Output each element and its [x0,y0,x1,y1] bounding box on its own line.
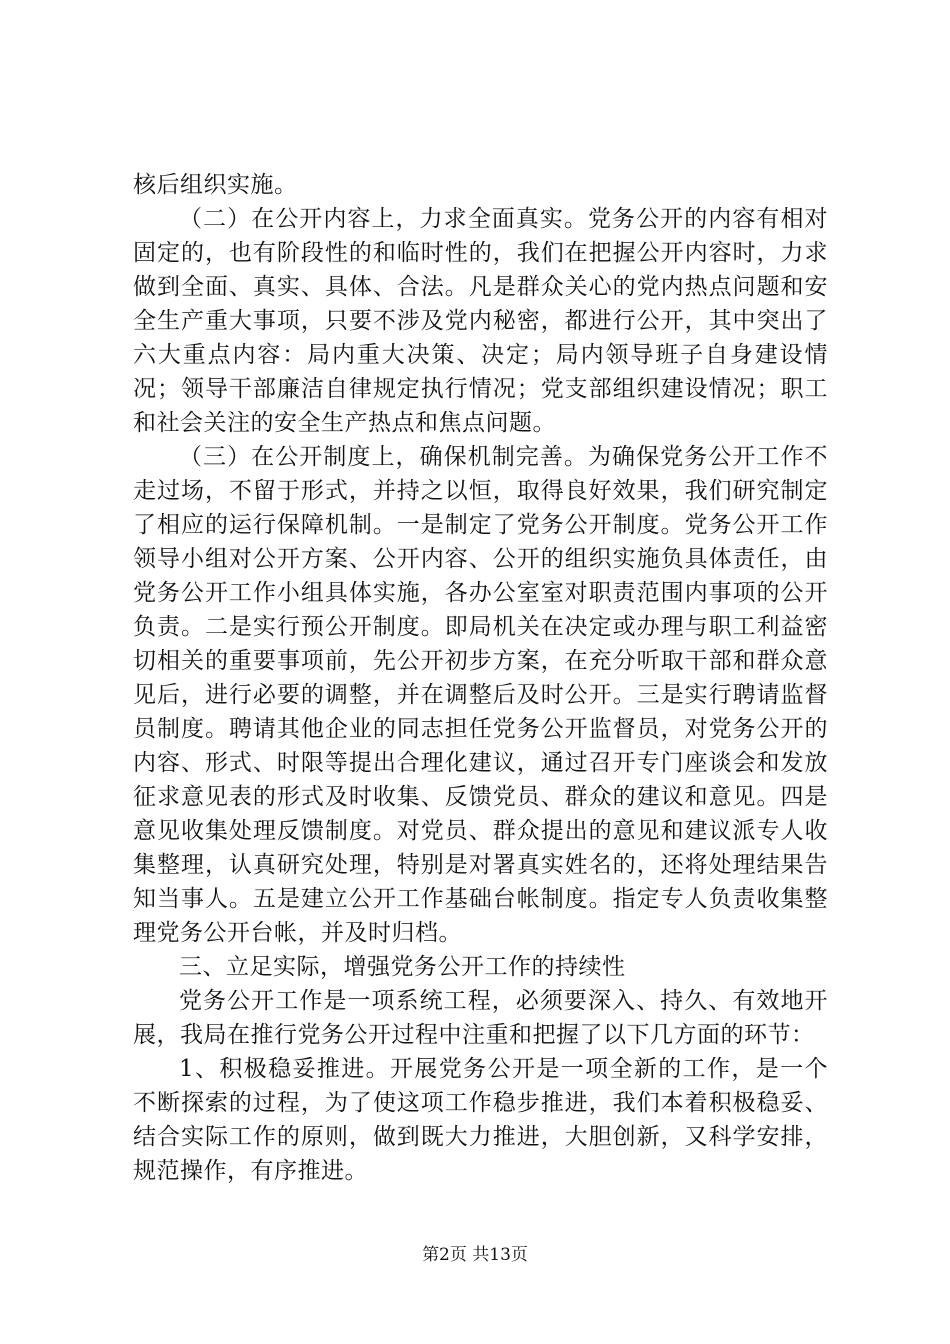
paragraph-continuation: 核后组织实施。 [133,172,298,198]
paragraph-intro: 党务公开工作是一项系统工程，必须要深入、持久、有效地开展，我局在推行党务公开过程中注重和把握了以下几方面的环节： [133,988,828,1048]
paragraph-section-three: （三）在公开制度上，确保机制完善。为确保党务公开工作不走过场，不留于形式，并持之以恒，取得良好效果，我们研究制定了相应的运行保障机制。一是制定了党务公开制度。党务公开工作领导小组对公开方案、公开内容、公开的组织实施负具体责任，由党务公开工作小组具体实施，各办公室室对职责范围内事项的公开负责。二是实行预公开制度。即局机关在决定或办理与职工利益密切相关的重要事项前，先公开初步方案，在充分听取干部和群众意见后，进行必要的调整，并在调整后及时公开。三是实行聘请监督员制度。聘请其他企业的同志担任党务公开监督员，对党务公开的内容、形式、时限等提出合理化建议，通过召开专门座谈会和发放征求意见表的形式及时收集、反馈党员、群众的建议和意见。四是意见收集处理反馈制度。对党员、群众提出的意见和建议派专人收集整理，认真研究处理，特别是对署真实姓名的，还将处理结果告知当事人。五是建立公开工作基础台帐制度。指定专人负责收集整理党务公开台帐，并及时归档。 [133,444,828,946]
document-body [133,168,828,1188]
section-heading: 三、立足实际，增强党务公开工作的持续性 [179,954,626,980]
page-number-footer: 第2页 共13页 [422,1245,528,1265]
paragraph-section-two: （二）在公开内容上，力求全面真实。党务公开的内容有相对固定的，也有阶段性的和临时性的，我们在把握公开内容时，力求做到全面、真实、具体、合法。凡是群众关心的党内热点问题和安全生产重大事项，只要不涉及党内秘密，都进行公开，其中突出了六大重点内容：局内重大决策、决定；局内领导班子自身建设情况；领导干部廉洁自律规定执行情况；党支部组织建设情况；职工和社会关注的安全生产热点和焦点问题。 [133,206,828,436]
paragraph-item-one: 1、积极稳妥推进。开展党务公开是一项全新的工作，是一个不断探索的过程，为了使这项工作稳步推进，我们本着积极稳妥、结合实际工作的原则，做到既大力推进，大胆创新，又科学安排，规范操作，有序推进。 [133,1056,828,1184]
